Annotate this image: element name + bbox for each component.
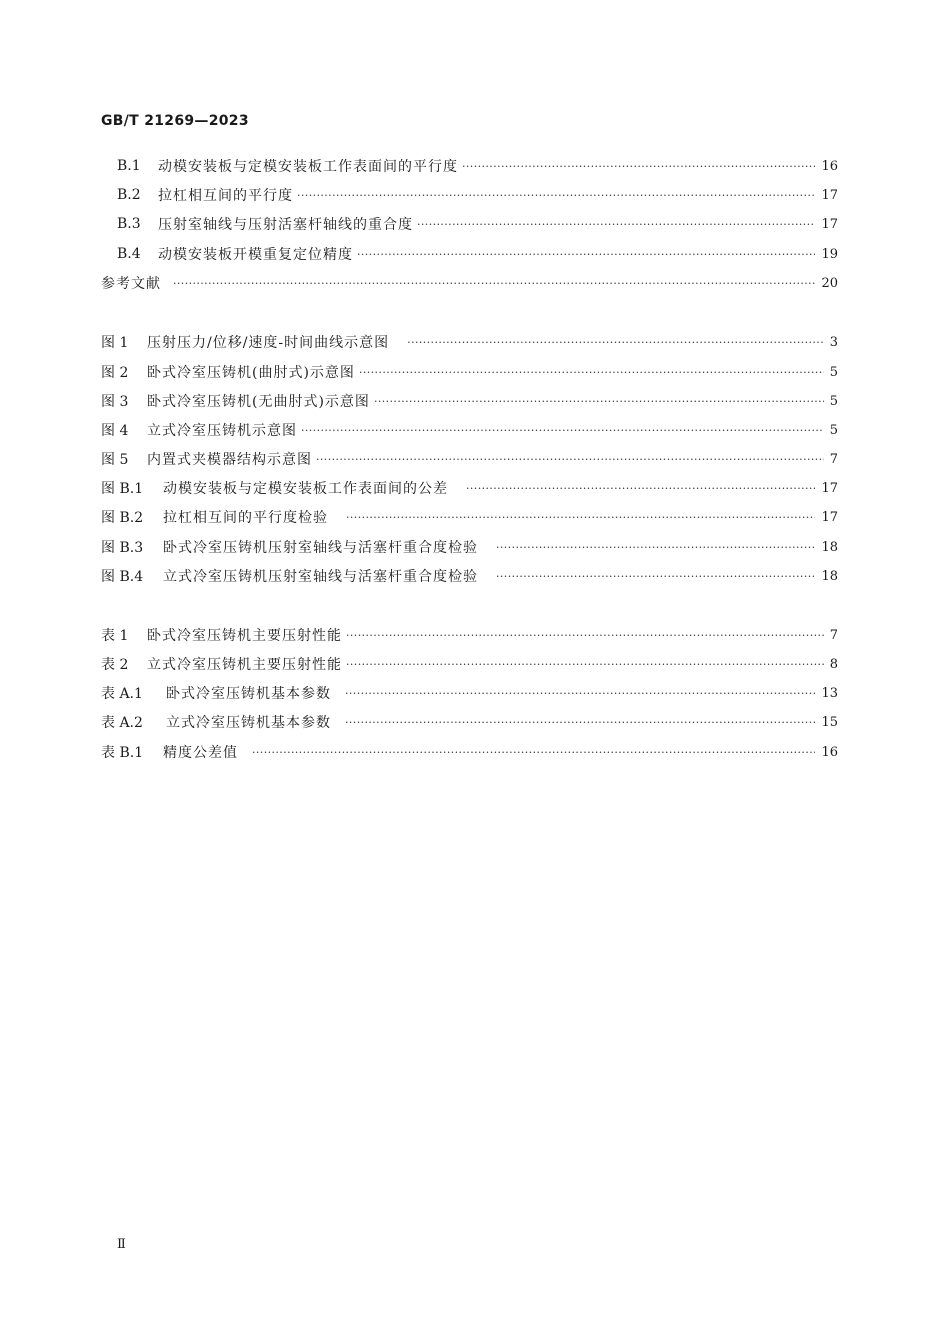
figure-entry-title: 立式冷室压铸机示意图: [147, 423, 297, 439]
figure-entry-title: 动模安装板与定模安装板工作表面间的公差: [163, 481, 448, 497]
table-entry-page: 7: [829, 627, 838, 643]
table-entry-number: 表 A.1: [101, 686, 143, 702]
table-entry-a1[interactable]: [101, 682, 838, 704]
figure-entry-number: 图 4: [101, 423, 129, 439]
toc-leader-dots: [252, 746, 815, 759]
toc-leader-dots: [357, 248, 815, 261]
toc-leader-dots: [374, 395, 824, 408]
table-entry-page: 15: [821, 714, 838, 730]
toc-leader-dots: [316, 453, 824, 466]
toc-entry-number: B.1: [117, 158, 141, 174]
toc-entry-title: 参考文献: [101, 276, 161, 292]
toc-entry-number: B.4: [117, 246, 141, 262]
page-number: Ⅱ: [117, 1237, 126, 1252]
figure-entry-b1[interactable]: [101, 477, 838, 499]
figure-entry-5[interactable]: [101, 448, 838, 470]
table-entry-title: 卧式冷室压铸机主要压射性能: [147, 628, 342, 644]
figure-entry-b4[interactable]: [101, 565, 838, 587]
toc-leader-dots: [346, 511, 815, 524]
table-entry-title: 立式冷室压铸机基本参数: [166, 715, 331, 731]
toc-entry-number: B.2: [117, 187, 141, 203]
figure-entry-number: 图 B.4: [101, 569, 144, 585]
figure-entry-1[interactable]: [101, 331, 838, 353]
figure-entry-3[interactable]: [101, 390, 838, 412]
toc-leader-dots: [346, 629, 824, 642]
toc-leader-dots: [417, 218, 815, 231]
table-entry-page: 16: [821, 744, 838, 760]
table-entry-2[interactable]: [101, 653, 838, 675]
figure-entry-number: 图 B.3: [101, 540, 144, 556]
table-entry-number: 表 1: [101, 628, 129, 644]
figure-entry-number: 图 1: [101, 335, 129, 351]
figure-entry-title: 压射压力/位移/速度-时间曲线示意图: [147, 335, 390, 351]
figure-entry-number: 图 B.2: [101, 510, 144, 526]
table-entry-number: 表 B.1: [101, 745, 144, 761]
table-entry-a2[interactable]: [101, 711, 838, 733]
toc-leader-dots: [345, 687, 815, 700]
figure-entry-number: 图 3: [101, 394, 129, 410]
toc-entry-number: B.3: [117, 216, 141, 232]
figure-entry-number: 图 2: [101, 365, 129, 381]
toc-leader-dots: [345, 716, 815, 729]
toc-entry-b4[interactable]: [117, 243, 838, 265]
figure-entry-title: 卧式冷室压铸机(曲肘式)示意图: [147, 365, 355, 381]
toc-entry-b2[interactable]: [117, 184, 838, 206]
table-entry-title: 立式冷室压铸机主要压射性能: [147, 657, 342, 673]
table-entry-title: 精度公差值: [163, 745, 238, 761]
figure-entry-title: 卧式冷室压铸机(无曲肘式)示意图: [147, 394, 370, 410]
toc-leader-dots: [173, 277, 815, 290]
toc-leader-dots: [466, 482, 815, 495]
figure-entry-page: 18: [821, 568, 838, 584]
figure-entry-page: 17: [821, 509, 838, 525]
toc-entry-title: 拉杠相互间的平行度: [158, 188, 293, 204]
toc-entry-b3[interactable]: [117, 213, 838, 235]
table-entry-number: 表 A.2: [101, 715, 143, 731]
toc-entry-page: 16: [821, 158, 838, 174]
figure-entry-number: 图 B.1: [101, 481, 144, 497]
toc-entry-title: 动模安装板与定模安装板工作表面间的平行度: [158, 159, 458, 175]
figure-entry-4[interactable]: [101, 419, 838, 441]
figure-entry-page: 17: [821, 480, 838, 496]
figure-entry-title: 拉杠相互间的平行度检验: [163, 510, 328, 526]
toc-leader-dots: [346, 658, 824, 671]
figure-entry-page: 3: [829, 334, 838, 350]
toc-entry-page: 17: [821, 216, 838, 232]
toc-entry-page: 19: [821, 246, 838, 262]
figure-entry-title: 内置式夹模器结构示意图: [147, 452, 312, 468]
toc-entry-title: 动模安装板开模重复定位精度: [158, 247, 353, 263]
table-entry-number: 表 2: [101, 657, 129, 673]
figure-entry-page: 5: [829, 422, 838, 438]
toc-leader-dots: [407, 336, 824, 349]
figure-entry-b2[interactable]: [101, 506, 838, 528]
standard-code: GB/T 21269—2023: [101, 113, 249, 129]
toc-leader-dots: [359, 366, 824, 379]
toc-entry-page: 17: [821, 187, 838, 203]
toc-leader-dots: [496, 570, 815, 583]
figure-entry-title: 立式冷室压铸机压射室轴线与活塞杆重合度检验: [163, 569, 478, 585]
figure-entry-b3[interactable]: [101, 536, 838, 558]
toc-leader-dots: [297, 189, 815, 202]
figure-entry-page: 5: [829, 393, 838, 409]
figure-entry-page: 18: [821, 539, 838, 555]
figure-entry-page: 5: [829, 364, 838, 380]
table-entry-title: 卧式冷室压铸机基本参数: [166, 686, 331, 702]
toc-leader-dots: [462, 160, 815, 173]
toc-leader-dots: [301, 424, 824, 437]
figure-entry-number: 图 5: [101, 452, 129, 468]
table-entry-page: 13: [821, 685, 838, 701]
toc-entry-b1[interactable]: [117, 155, 838, 177]
toc-entry-references[interactable]: [101, 272, 838, 294]
toc-entry-page: 20: [821, 275, 838, 291]
table-entry-1[interactable]: [101, 624, 838, 646]
toc-leader-dots: [496, 541, 815, 554]
figure-entry-page: 7: [829, 451, 838, 467]
table-entry-b1[interactable]: [101, 741, 838, 763]
figure-entry-2[interactable]: [101, 361, 838, 383]
table-entry-page: 8: [829, 656, 838, 672]
toc-entry-title: 压射室轴线与压射活塞杆轴线的重合度: [158, 217, 413, 233]
figure-entry-title: 卧式冷室压铸机压射室轴线与活塞杆重合度检验: [163, 540, 478, 556]
